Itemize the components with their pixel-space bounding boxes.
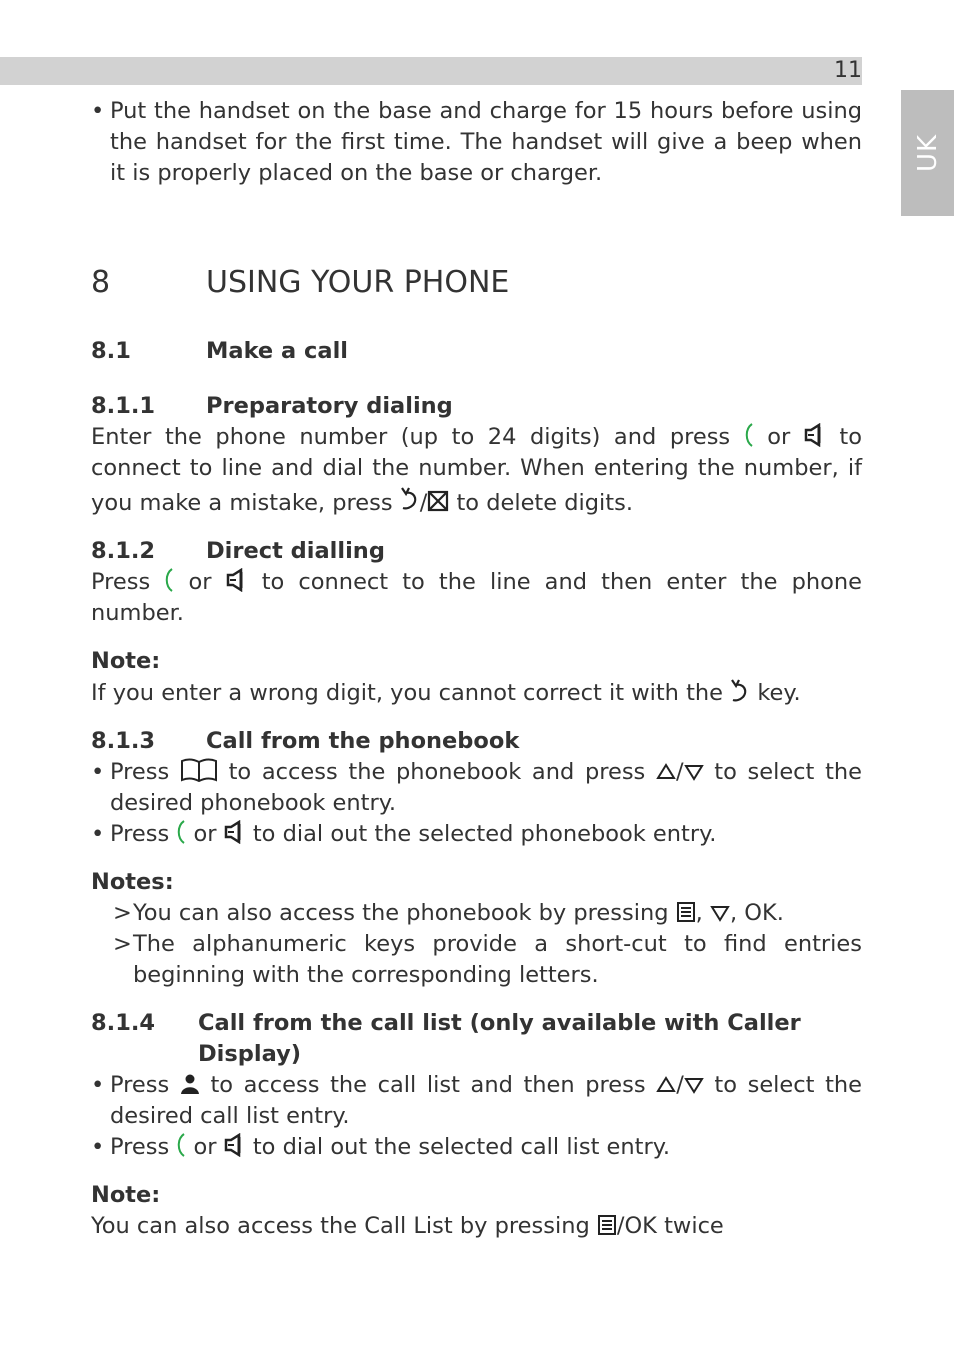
text-run: Press [110,1134,177,1160]
header-bar [0,57,834,85]
text-run: Press [91,569,165,595]
subsection-number: 8.1.1 [91,393,156,419]
subsection-number: 8.1 [91,338,131,364]
text-run: to dial out the selected phonebook entry. [245,821,717,847]
down-arrow-icon [710,903,730,923]
note-title: Note: [91,1182,161,1208]
text-run: , OK. [729,900,784,926]
subsection-title: Direct dialling [206,538,385,564]
talk-icon [744,423,754,447]
text-run: /OK [616,1213,657,1239]
language-tab [901,90,954,216]
note-title: Note: [91,648,161,674]
call-list-icon [180,1073,200,1095]
subsection-number: 8.1.2 [91,538,156,564]
back-icon [730,677,750,703]
up-arrow-icon [656,1075,676,1095]
text-run: or [753,424,804,450]
delete-icon [427,489,449,513]
text-run: The alphanumeric keys provide a short-cut to find entries beginning with the corresponding letters. [133,931,862,988]
notes-item-2 [91,929,862,991]
text-run: to select the desired phonebook entry. [110,759,862,816]
speaker-icon [226,568,248,592]
speaker-icon [804,423,826,447]
phonebook-bullet-2 [91,819,862,850]
note-text [91,677,862,709]
notes-marker: > [113,931,132,957]
subsection-number: 8.1.4 [91,1010,156,1036]
subsection-title: Call from the call list (only available with Caller Display) [198,1010,801,1067]
text-run: to dial out the selected call list entry. [245,1134,670,1160]
call-list-bullet-1 [91,1070,862,1132]
talk-icon [164,568,174,592]
text-run: to select the desired call list entry. [110,1072,862,1129]
text-run: You can also access the Call List by pressing [91,1213,597,1239]
text-run: , [695,900,710,926]
subsection-title: Call from the phonebook [206,728,520,754]
page-number: 11 [834,58,862,83]
direct-dialling-text [91,567,862,629]
speaker-icon [224,1133,246,1157]
call-list-bullet-2 [91,1132,862,1163]
text-run: Press [110,759,180,785]
subsection-8-1-1-heading [91,391,862,422]
notes-marker: > [113,900,132,926]
section-number: 8 [91,265,111,300]
talk-icon [176,1133,186,1157]
text-run: to access the phonebook and press [217,759,656,785]
section-heading [91,266,862,300]
subsection-8-1-2-heading [91,536,862,567]
note-text [91,1211,862,1242]
intro-bullet: • Put the handset on the base and charge for 15 hours before using the handset for the first time. The handset will give a beep when it is properly placed on the base or charger. [91,96,862,189]
text-run: You can also access the phonebook by pressing [133,900,676,926]
speaker-icon [224,820,246,844]
down-arrow-icon [684,762,704,782]
text-run: to access the call list and then press [199,1072,657,1098]
menu-icon [676,901,696,923]
phonebook-bullet-1 [91,757,862,819]
text-run: / [676,1072,684,1098]
subsection-8-1-heading [91,336,862,367]
notes-item-1 [91,898,862,929]
text-run: or [174,569,226,595]
phonebook-icon [180,758,218,782]
text-run: key. [750,680,801,706]
subsection-8-1-3-heading [91,726,862,757]
text-run: or [186,1134,224,1160]
menu-icon [597,1214,617,1236]
section-title: USING YOUR PHONE [206,265,510,300]
text-run: or [186,821,224,847]
text-run: / [419,490,428,516]
page-content [91,96,862,1242]
text-run: Press [110,1072,180,1098]
subsection-8-1-4-heading [91,1008,862,1070]
talk-icon [176,820,186,844]
text-run: Press [110,821,177,847]
text-run: to delete digits. [449,490,634,516]
subsection-title: Make a call [206,338,348,364]
subsection-title: Preparatory dialing [206,393,453,419]
up-arrow-icon [656,762,676,782]
back-icon [400,484,420,512]
down-arrow-icon [684,1075,704,1095]
notes-title: Notes: [91,869,174,895]
text-run: / [675,759,684,785]
text-run: to connect to line and dial the number. When entering the number, if you make a mistake, press [91,424,862,516]
text-run: Enter the phone number (up to 24 digits) and press [91,424,744,450]
text-run: If you enter a wrong digit, you cannot correct it with the [91,680,731,706]
preparatory-dialing-text [91,422,862,519]
text-run: to connect to the line and then enter the phone number. [91,569,862,626]
language-tab-label: UK [912,133,943,173]
subsection-number: 8.1.3 [91,728,156,754]
text-run: twice [656,1213,724,1239]
